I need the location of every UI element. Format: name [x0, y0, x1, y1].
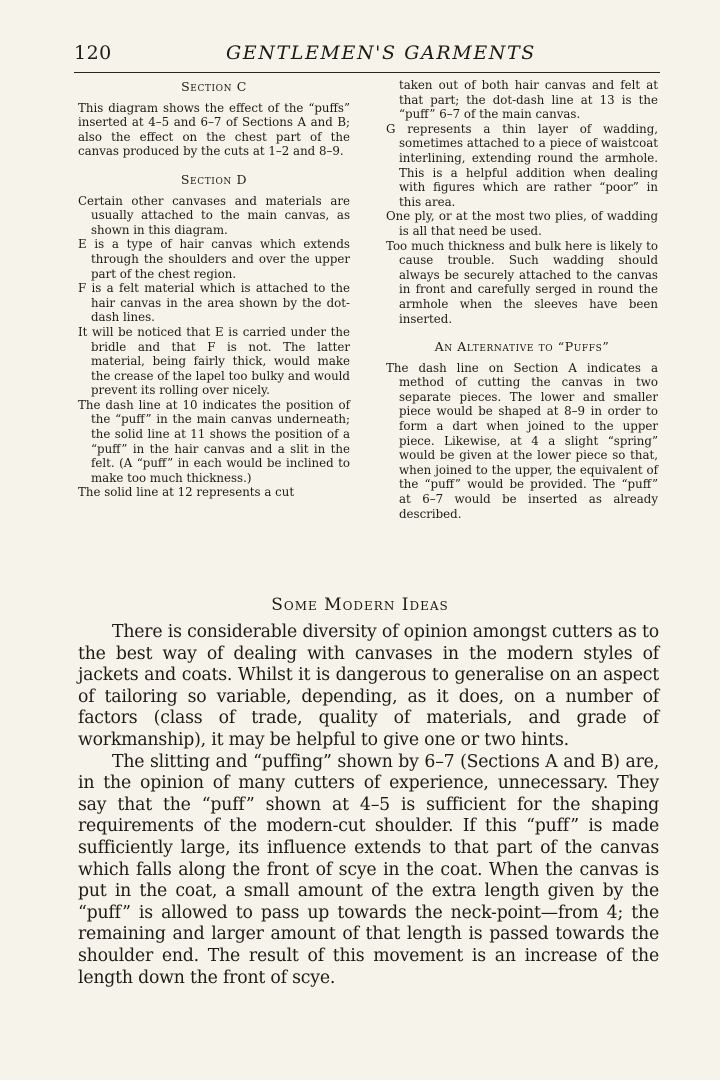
right-paragraph: Too much thickness and bulk here is likely to cause trouble. Such wadding should always be securely attached to the canvas in front and carefully serged in round the armhole when the sleeves have been inserted. [386, 238, 658, 326]
section-d-paragraph: It will be noticed that E is carried under the bridle and that F is not. The latter material, being fairly thick, would make the crease of the lapel too bulky and would prevent its rolling over nicely. [78, 324, 350, 398]
modern-ideas-paragraph: There is considerable diversity of opinion amongst cutters as to the best way of dealing with canvases in the modern styles of jackets and coats. Whilst it is dangerous to generalise on an aspect of tailoring so variable, depending, as it does, on a number of factors (class of trade, quality of materials, and grade of workmanship), it may be helpful to give one or two hints. [78, 622, 659, 750]
section-c-heading: Section C [181, 79, 247, 94]
modern-ideas-body [78, 622, 659, 989]
alternative-heading: An Alternative to “Puffs” [434, 339, 610, 355]
section-d-paragraph: The solid line at 12 represents a cut [78, 485, 295, 500]
section-d-paragraph: F is a felt material which is attached to the hair canvas in the area shown by the dot-dash lines. [78, 281, 350, 325]
page-header [74, 38, 660, 73]
section-c-text: This diagram shows the effect of the “puffs” inserted at 4–5 and 6–7 of Sections A and B; also the effect on the chest part of the canvas produced by the cuts at 1–2 and 8–9. [78, 100, 350, 159]
alternative-text: The dash line on Section A indicates a method of cutting the canvas in two separate pieces. The lower and smaller piece would be shaped at 8–9 in order to form a dart when joined to the upper piece. Likewise, at 4 a slight “spring” would be given at the lower piece so that, when joined to the upper, the equivalent of the “puff” would be provided. The “puff” at 6–7 would be inserted as already described. [386, 360, 658, 521]
right-paragraph: G represents a thin layer of wadding, sometimes attached to a piece of waistcoat interlining, extending round the armhole. This is a helpful addition when dealing with figures which are rather “poor” in this area. [386, 121, 658, 209]
section-d-paragraph: The dash line at 10 indicates the position of the “puff” in the main canvas underneath; the solid line at 11 shows the position of a “puff” in the hair canvas and a slit in the felt. (A “puff” in each would be inclined to make too much thickness.) [78, 397, 350, 485]
running-head: GENTLEMEN'S GARMENTS [226, 42, 536, 64]
modern-ideas-paragraph: The slitting and “puffing” shown by 6–7 (Sections A and B) are, in the opinion of many cutters of experience, unnecessary. They say that the “puff” shown at 4–5 is sufficient for the shaping requirements of the modern-cut shoulder. If this “puff” is made sufficiently large, its influence extends to that part of the canvas which falls along the front of scye in the coat. When the canvas is put in the coat, a small amount of the extra length given by the “puff” is allowed to pass up towards the neck-point—from 4; the remaining and larger amount of that length is passed towards the shoulder end. The result of this movement is an increase of the length down the front of scye. [78, 751, 659, 988]
section-d-paragraph: E is a type of hair canvas which extends through the shoulders and over the upper part of the chest region. [78, 237, 350, 281]
right-column [386, 78, 658, 521]
page-number: 120 [74, 42, 112, 64]
left-column [78, 78, 350, 500]
section-d-paragraph: Certain other canvases and materials are usually attached to the main canvas, as shown in this diagram. [78, 193, 350, 237]
right-paragraph: One ply, or at the most two plies, of wadding is all that need be used. [386, 209, 658, 238]
modern-ideas-heading: Some Modern Ideas [271, 595, 449, 615]
continued-paragraph: taken out of both hair canvas and felt at that part; the dot-dash line at 13 is the “puff” 6–7 of the main canvas. [399, 78, 658, 122]
section-d-heading: Section D [180, 171, 248, 187]
